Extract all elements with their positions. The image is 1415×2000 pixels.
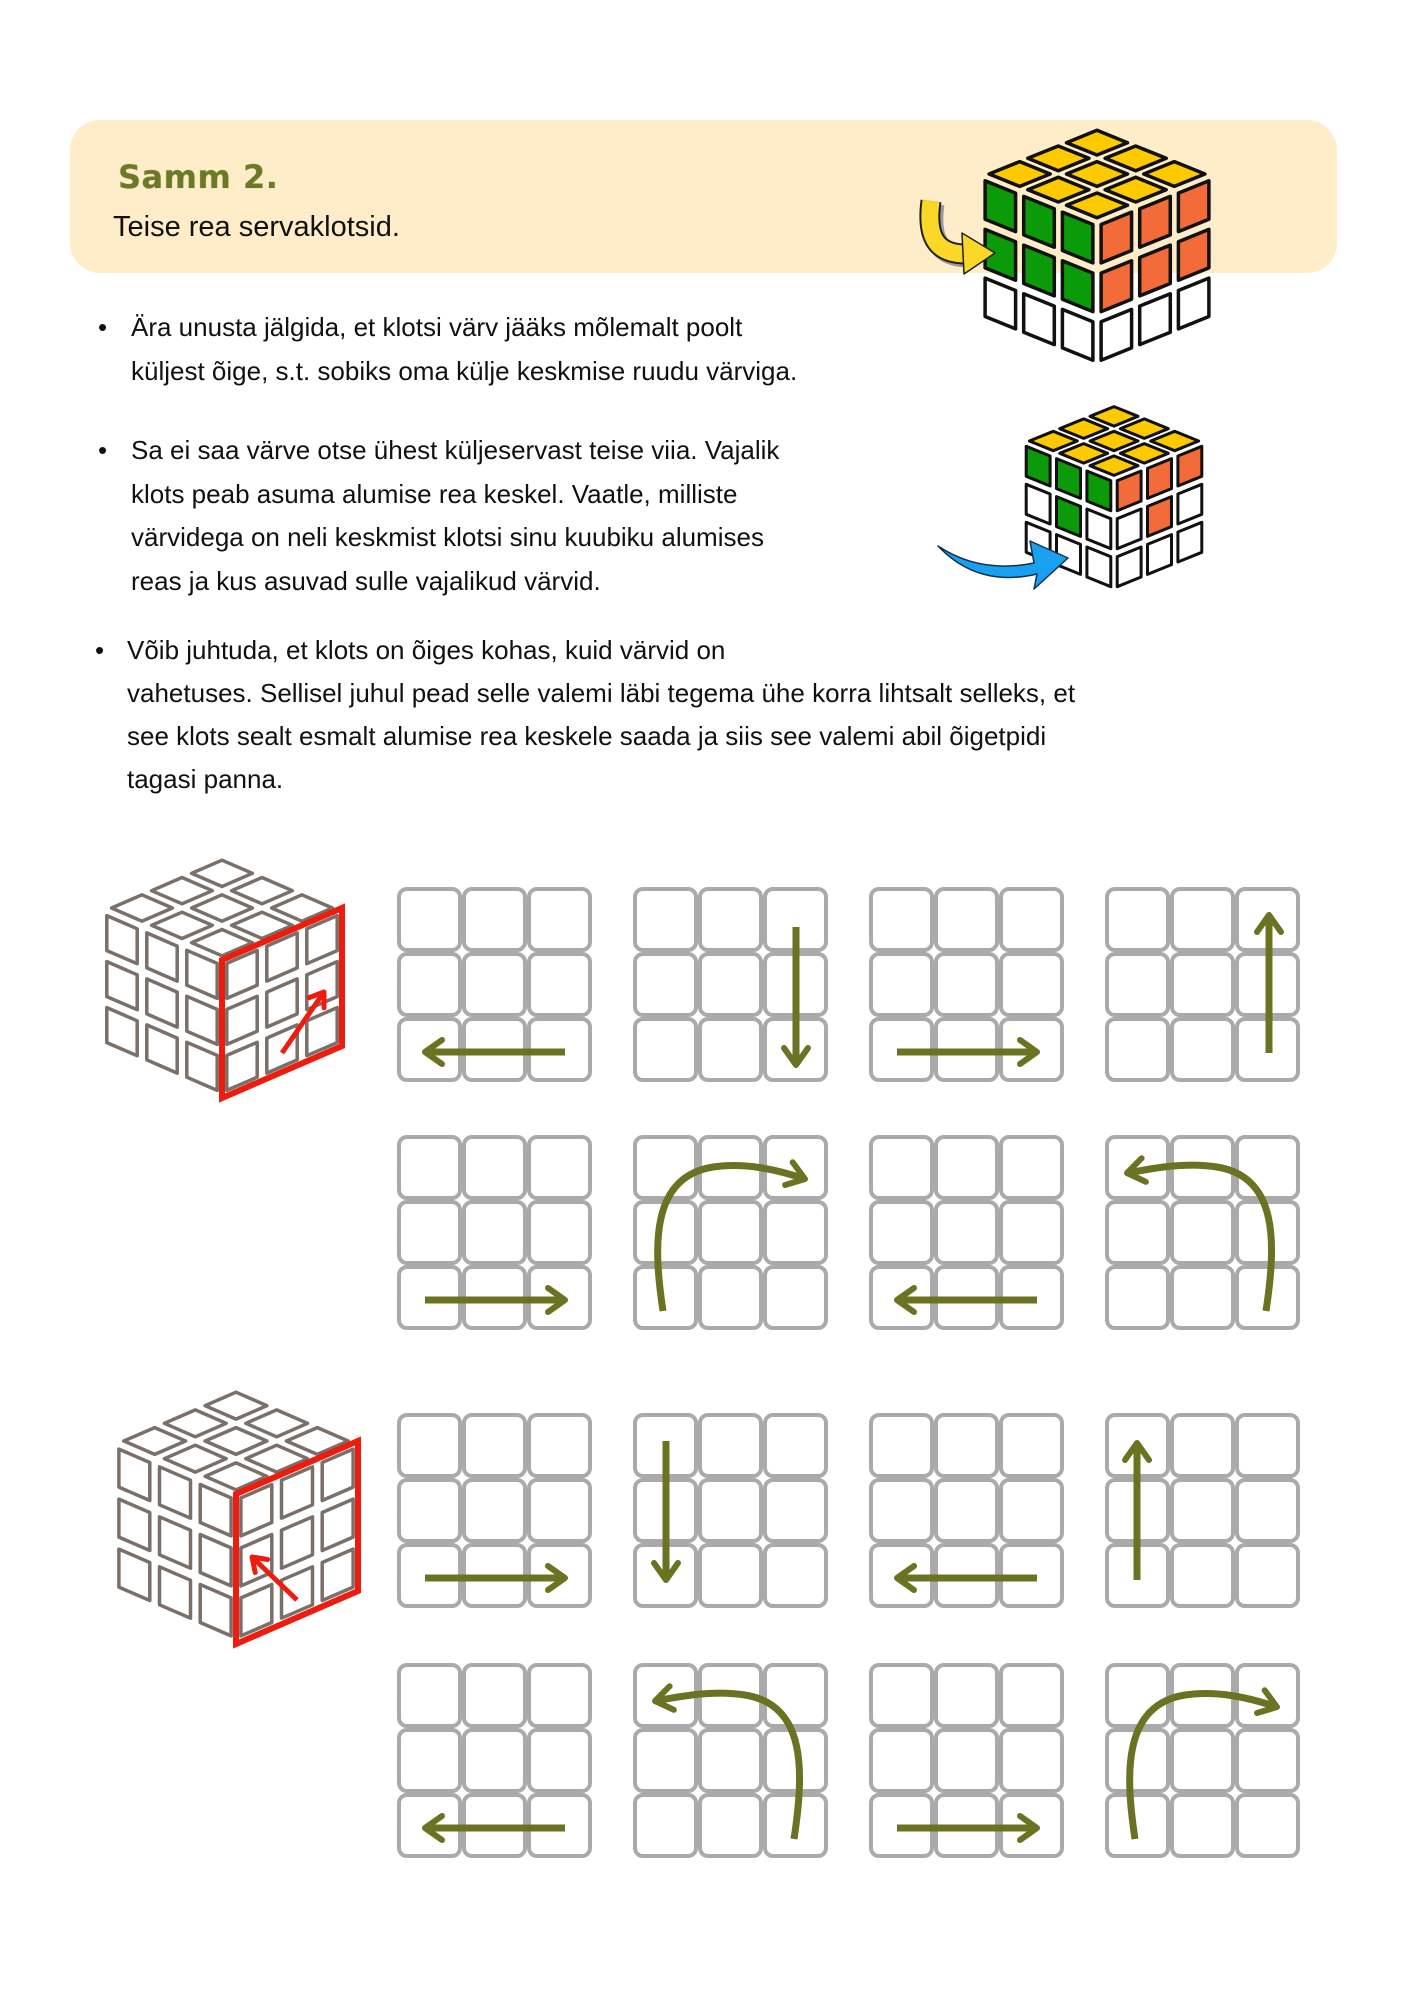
grid-cell bbox=[399, 1730, 460, 1791]
cube-sticker bbox=[1087, 547, 1111, 587]
grid-cell bbox=[529, 1665, 590, 1726]
grid-cell bbox=[635, 1019, 696, 1080]
move-grid bbox=[1107, 1137, 1298, 1328]
grid-cell bbox=[765, 1480, 826, 1541]
cube-sticker bbox=[1117, 471, 1141, 511]
cube-sticker bbox=[1024, 196, 1055, 247]
grid-cell bbox=[529, 954, 590, 1015]
cube-sticker bbox=[147, 1025, 177, 1073]
cube-sticker bbox=[282, 1517, 313, 1568]
grid-cell bbox=[464, 889, 525, 950]
grid-cell bbox=[399, 1415, 460, 1476]
move-grid bbox=[871, 1665, 1062, 1856]
bullet-line: Võib juhtuda, et klots on õiges kohas, kuid värvid on bbox=[127, 635, 726, 665]
grid-cell bbox=[1001, 1137, 1062, 1198]
bullet-dot-icon: • bbox=[95, 635, 105, 665]
grid-cell bbox=[700, 1415, 761, 1476]
grid-cell bbox=[1001, 889, 1062, 950]
cube-sticker bbox=[205, 1428, 267, 1455]
cube-sticker bbox=[152, 912, 213, 938]
rubiks-cube-start-illustration bbox=[938, 407, 1202, 589]
cube-sticker bbox=[164, 1445, 226, 1472]
cube-sticker bbox=[200, 1485, 231, 1536]
grid-cell bbox=[635, 1730, 696, 1791]
grid-cell bbox=[936, 1665, 997, 1726]
cube-sticker bbox=[1024, 294, 1055, 345]
cube-sticker bbox=[147, 979, 177, 1027]
grid-cell bbox=[700, 1545, 761, 1606]
grid-cell bbox=[529, 1202, 590, 1263]
step-number: Samm 2. bbox=[118, 158, 279, 196]
grid-cell bbox=[700, 954, 761, 1015]
grid-cell bbox=[635, 1137, 696, 1198]
grid-cell bbox=[1107, 1665, 1168, 1726]
grid-cell bbox=[1107, 1019, 1168, 1080]
arrow-shaft bbox=[930, 201, 966, 254]
grid-cell bbox=[1107, 889, 1168, 950]
grid-cell bbox=[1237, 1795, 1298, 1856]
cube-face-top bbox=[989, 130, 1205, 217]
grid-cell bbox=[464, 1480, 525, 1541]
grid-cell bbox=[871, 1202, 932, 1263]
cube-sticker bbox=[147, 933, 177, 981]
cube-sticker bbox=[160, 1567, 191, 1618]
cube-sticker bbox=[1148, 497, 1172, 537]
bullet-line: värvidega on neli keskmist klotsi sinu kuubiku alumises bbox=[131, 522, 764, 552]
grid-cell bbox=[399, 954, 460, 1015]
grid-cell bbox=[1001, 1480, 1062, 1541]
grid-cell bbox=[1237, 1480, 1298, 1541]
grid-cell bbox=[936, 1137, 997, 1198]
cube-sticker bbox=[1140, 245, 1171, 296]
grid-cell bbox=[936, 1202, 997, 1263]
grid-cell bbox=[1172, 1730, 1233, 1791]
grid-cell bbox=[529, 889, 590, 950]
move-grid bbox=[399, 1665, 590, 1856]
grid-cell bbox=[529, 1415, 590, 1476]
cube-sticker bbox=[1062, 309, 1093, 360]
grid-cell bbox=[871, 1730, 932, 1791]
cube-sticker bbox=[1148, 535, 1172, 575]
grid-cell bbox=[464, 1730, 525, 1791]
grid-cell bbox=[765, 1665, 826, 1726]
grid-cell bbox=[765, 1267, 826, 1328]
grid-cell bbox=[1237, 1545, 1298, 1606]
grid-cell bbox=[1172, 1545, 1233, 1606]
cube-sticker bbox=[1101, 261, 1132, 312]
grid-cell bbox=[1107, 1795, 1168, 1856]
grid-cell bbox=[529, 1137, 590, 1198]
algorithm-right-face-up bbox=[107, 860, 1298, 1328]
bullet-line: klots peab asuma alumise rea keskel. Vaatle, milliste bbox=[131, 478, 738, 509]
cube-sticker bbox=[187, 950, 217, 998]
grid-cell bbox=[1172, 1795, 1233, 1856]
grid-cell bbox=[529, 1480, 590, 1541]
cube-face-top bbox=[1029, 407, 1198, 476]
grid-cell bbox=[635, 1795, 696, 1856]
grid-cell bbox=[635, 889, 696, 950]
cube-sticker bbox=[205, 1392, 267, 1419]
cube-sticker bbox=[112, 895, 173, 921]
cube-sticker bbox=[1057, 497, 1081, 537]
cube-sticker bbox=[1117, 509, 1141, 549]
cube-sticker bbox=[1178, 229, 1209, 280]
cube-sticker bbox=[1062, 261, 1093, 312]
grid-cell bbox=[1001, 1730, 1062, 1791]
cube-sticker bbox=[187, 1042, 217, 1090]
grid-cell bbox=[635, 954, 696, 1015]
grid-cell bbox=[1001, 1415, 1062, 1476]
grid-cell bbox=[936, 1730, 997, 1791]
cube-sticker bbox=[1178, 522, 1202, 562]
cube-sticker bbox=[124, 1428, 186, 1455]
cube-sticker bbox=[1117, 547, 1141, 587]
cube-sticker bbox=[1178, 181, 1209, 232]
cube-sticker bbox=[1026, 484, 1050, 524]
cube-sticker bbox=[119, 1499, 150, 1550]
bullet-line: Ära unusta jälgida, et klotsi värv jääks mõlemalt poolt bbox=[131, 312, 743, 342]
cube-sticker bbox=[119, 1449, 150, 1500]
grid-cell bbox=[1237, 1415, 1298, 1476]
cube-sticker bbox=[1026, 446, 1050, 486]
grid-cell bbox=[871, 1137, 932, 1198]
bullet-line: küljest õige, s.t. sobiks oma külje keskmise ruudu värviga. bbox=[131, 356, 798, 386]
grid-cell bbox=[1001, 1665, 1062, 1726]
bullet-line: Sa ei saa värve otse ühest küljeservast teise viia. Vajalik bbox=[131, 435, 780, 465]
cube-sticker bbox=[1178, 278, 1209, 329]
grid-cell bbox=[464, 954, 525, 1015]
wireframe-cube-icon bbox=[107, 860, 342, 1098]
grid-cell bbox=[399, 1202, 460, 1263]
cube-sticker bbox=[1178, 484, 1202, 524]
grid-cell bbox=[1001, 1202, 1062, 1263]
grid-cell bbox=[464, 1415, 525, 1476]
grid-cell bbox=[1172, 1415, 1233, 1476]
grid-cell bbox=[1172, 1202, 1233, 1263]
grid-cell bbox=[399, 1665, 460, 1726]
grid-cell bbox=[700, 1480, 761, 1541]
grid-cell bbox=[464, 1202, 525, 1263]
wireframe-cube-icon bbox=[119, 1392, 358, 1644]
grid-cell bbox=[700, 1019, 761, 1080]
grid-cell bbox=[700, 1202, 761, 1263]
cube-sticker bbox=[1087, 471, 1111, 511]
cube-sticker bbox=[107, 1008, 137, 1056]
grid-cell bbox=[700, 1795, 761, 1856]
step-title: Teise rea servaklotsid. bbox=[113, 211, 400, 243]
move-grid bbox=[399, 1415, 590, 1606]
grid-cell bbox=[871, 889, 932, 950]
cube-sticker bbox=[107, 962, 137, 1010]
grid-cell bbox=[1172, 1019, 1233, 1080]
cube-sticker bbox=[246, 1410, 308, 1437]
bullet-line: see klots sealt esmalt alumise rea keskele saada ja siis see valemi abil õigetpidi bbox=[127, 721, 1047, 751]
move-grid bbox=[399, 889, 590, 1080]
cube-sticker bbox=[267, 979, 297, 1027]
cube-sticker bbox=[119, 1549, 150, 1600]
move-grid bbox=[635, 1415, 826, 1606]
grid-cell bbox=[936, 889, 997, 950]
cube-sticker bbox=[322, 1499, 353, 1550]
move-grid bbox=[871, 1137, 1062, 1328]
grid-cell bbox=[871, 954, 932, 1015]
cube-sticker bbox=[107, 916, 137, 964]
cube-sticker bbox=[1140, 196, 1171, 247]
cube-sticker bbox=[187, 996, 217, 1044]
grid-cell bbox=[871, 1415, 932, 1476]
cube-sticker bbox=[1087, 509, 1111, 549]
cube-sticker bbox=[1101, 309, 1132, 360]
cube-sticker bbox=[985, 181, 1016, 232]
move-grid bbox=[1107, 889, 1298, 1080]
grid-cell bbox=[399, 1137, 460, 1198]
grid-cell bbox=[936, 1415, 997, 1476]
cube-face-top bbox=[112, 860, 333, 956]
cube-sticker bbox=[160, 1517, 191, 1568]
cube-sticker bbox=[152, 878, 213, 904]
move-grid bbox=[635, 889, 826, 1080]
grid-cell bbox=[529, 1730, 590, 1791]
grid-cell bbox=[1172, 954, 1233, 1015]
move-grid bbox=[1107, 1665, 1298, 1856]
cube-face-top bbox=[124, 1392, 348, 1490]
cube-sticker bbox=[200, 1535, 231, 1586]
grid-cell bbox=[1172, 1480, 1233, 1541]
cube-sticker bbox=[1062, 212, 1093, 263]
grid-cell bbox=[399, 889, 460, 950]
bullet-line: vahetuses. Sellisel juhul pead selle valemi läbi tegema ühe korra lihtsalt selleks, et bbox=[127, 678, 1076, 708]
cube-sticker bbox=[1024, 245, 1055, 296]
cube-sticker bbox=[164, 1410, 226, 1437]
cube-sticker bbox=[1178, 446, 1202, 486]
cube-sticker bbox=[192, 895, 253, 921]
cube-sticker bbox=[200, 1585, 231, 1636]
bullet-dot-icon: • bbox=[98, 312, 108, 342]
move-grid bbox=[399, 1137, 590, 1328]
grid-cell bbox=[635, 1267, 696, 1328]
bullet-dot-icon: • bbox=[98, 435, 108, 465]
cube-sticker bbox=[1101, 212, 1132, 263]
grid-cell bbox=[1237, 1137, 1298, 1198]
algorithm-right-face-left bbox=[119, 1392, 1298, 1856]
grid-cell bbox=[871, 1665, 932, 1726]
grid-cell bbox=[464, 1137, 525, 1198]
move-grid bbox=[871, 1415, 1062, 1606]
grid-cell bbox=[700, 1267, 761, 1328]
grid-cell bbox=[765, 1202, 826, 1263]
grid-cell bbox=[1107, 954, 1168, 1015]
grid-cell bbox=[1001, 954, 1062, 1015]
grid-cell bbox=[1172, 1267, 1233, 1328]
move-grid bbox=[635, 1137, 826, 1328]
cube-sticker bbox=[1140, 294, 1171, 345]
grid-cell bbox=[1107, 1202, 1168, 1263]
bullet-line: reas ja kus asuvad sulle vajalikud värvid. bbox=[131, 565, 601, 596]
bullet-line: tagasi panna. bbox=[127, 764, 284, 794]
grid-cell bbox=[1172, 889, 1233, 950]
grid-cell bbox=[871, 1480, 932, 1541]
grid-cell bbox=[700, 889, 761, 950]
move-grid bbox=[871, 889, 1062, 1080]
grid-cell bbox=[936, 1480, 997, 1541]
cube-sticker bbox=[985, 278, 1016, 329]
move-grid bbox=[1107, 1415, 1298, 1606]
cube-sticker bbox=[1148, 459, 1172, 499]
cube-sticker bbox=[232, 878, 293, 904]
grid-cell bbox=[399, 1480, 460, 1541]
rubiks-cube-target-illustration bbox=[930, 130, 1209, 360]
grid-cell bbox=[700, 1730, 761, 1791]
cube-sticker bbox=[192, 860, 253, 886]
grid-cell bbox=[464, 1665, 525, 1726]
grid-cell bbox=[1237, 1730, 1298, 1791]
grid-cell bbox=[936, 954, 997, 1015]
cube-sticker bbox=[1057, 459, 1081, 499]
cube-sticker bbox=[227, 996, 257, 1044]
move-grid bbox=[635, 1665, 826, 1856]
grid-cell bbox=[1107, 1267, 1168, 1328]
grid-cell bbox=[765, 1415, 826, 1476]
cube-sticker bbox=[160, 1467, 191, 1518]
grid-cell bbox=[765, 1545, 826, 1606]
